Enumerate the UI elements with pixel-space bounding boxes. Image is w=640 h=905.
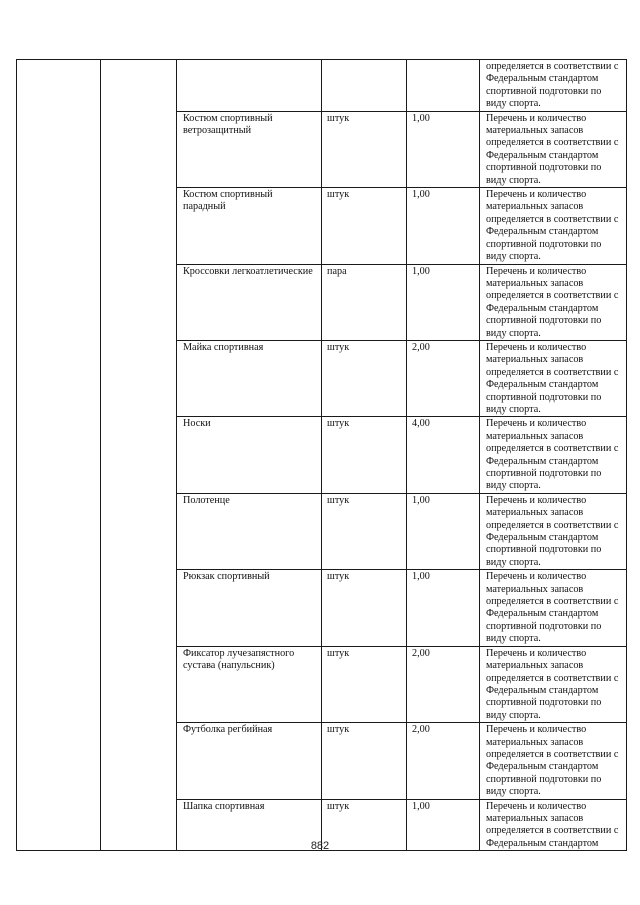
item-name: Костюм спортивный парадный [177,188,322,264]
item-name: Костюм спортивный ветрозащитный [177,111,322,187]
page-number: 882 [310,840,330,852]
item-name: Рюкзак спортивный [177,570,322,646]
item-qty: 1,00 [407,570,480,646]
item-qty: 4,00 [407,417,480,493]
item-qty: 2,00 [407,340,480,416]
item-qty: 1,00 [407,799,480,851]
item-note: Перечень и количество материальных запасов определяется в соответствии с Федеральным стандартом спортивной подготовки по виду спорта. [480,493,627,569]
item-qty: 2,00 [407,723,480,799]
item-unit: штук [322,340,407,416]
item-unit: штук [322,646,407,722]
item-note: Перечень и количество материальных запасов определяется в соответствии с Федеральным стандартом спортивной подготовки по виду спорта. [480,570,627,646]
item-note: Перечень и количество материальных запасов определяется в соответствии с Федеральным стандартом спортивной подготовки по виду спорта. [480,111,627,187]
item-note: Перечень и количество материальных запасов определяется в соответствии с Федеральным стандартом спортивной подготовки по виду спорта. [480,340,627,416]
item-name: Кроссовки легкоатлетические [177,264,322,340]
table-row-continuation [17,60,627,112]
item-unit: штук [322,188,407,264]
item-unit: штук [322,799,407,851]
item-note: Перечень и количество материальных запасов определяется в соответствии с Федеральным стандартом спортивной подготовки по виду спорта. [480,417,627,493]
item-unit: пара [322,264,407,340]
item-name [177,60,322,112]
item-name: Носки [177,417,322,493]
item-name: Шапка спортивная [177,799,322,851]
item-qty [407,60,480,112]
item-unit: штук [322,723,407,799]
item-unit: штук [322,111,407,187]
merged-column-1 [17,60,101,851]
item-qty: 1,00 [407,264,480,340]
item-qty: 1,00 [407,188,480,264]
item-unit: штук [322,417,407,493]
item-note: Перечень и количество материальных запасов определяется в соответствии с Федеральным стандартом [480,799,627,851]
item-name: Футболка регбийная [177,723,322,799]
item-note: Перечень и количество материальных запасов определяется в соответствии с Федеральным стандартом спортивной подготовки по виду спорта. [480,646,627,722]
item-name: Майка спортивная [177,340,322,416]
item-name: Полотенце [177,493,322,569]
item-note: определяется в соответствии с Федеральным стандартом спортивной подготовки по виду спорта. [480,60,627,112]
item-unit [322,60,407,112]
equipment-table [16,59,627,851]
item-qty: 1,00 [407,111,480,187]
item-note: Перечень и количество материальных запасов определяется в соответствии с Федеральным стандартом спортивной подготовки по виду спорта. [480,723,627,799]
item-qty: 2,00 [407,646,480,722]
merged-column-2 [101,60,177,851]
item-unit: штук [322,493,407,569]
item-note: Перечень и количество материальных запасов определяется в соответствии с Федеральным стандартом спортивной подготовки по виду спорта. [480,264,627,340]
item-name: Фиксатор лучезапястного сустава (напульсник) [177,646,322,722]
item-note: Перечень и количество материальных запасов определяется в соответствии с Федеральным стандартом спортивной подготовки по виду спорта. [480,188,627,264]
item-unit: штук [322,570,407,646]
item-qty: 1,00 [407,493,480,569]
